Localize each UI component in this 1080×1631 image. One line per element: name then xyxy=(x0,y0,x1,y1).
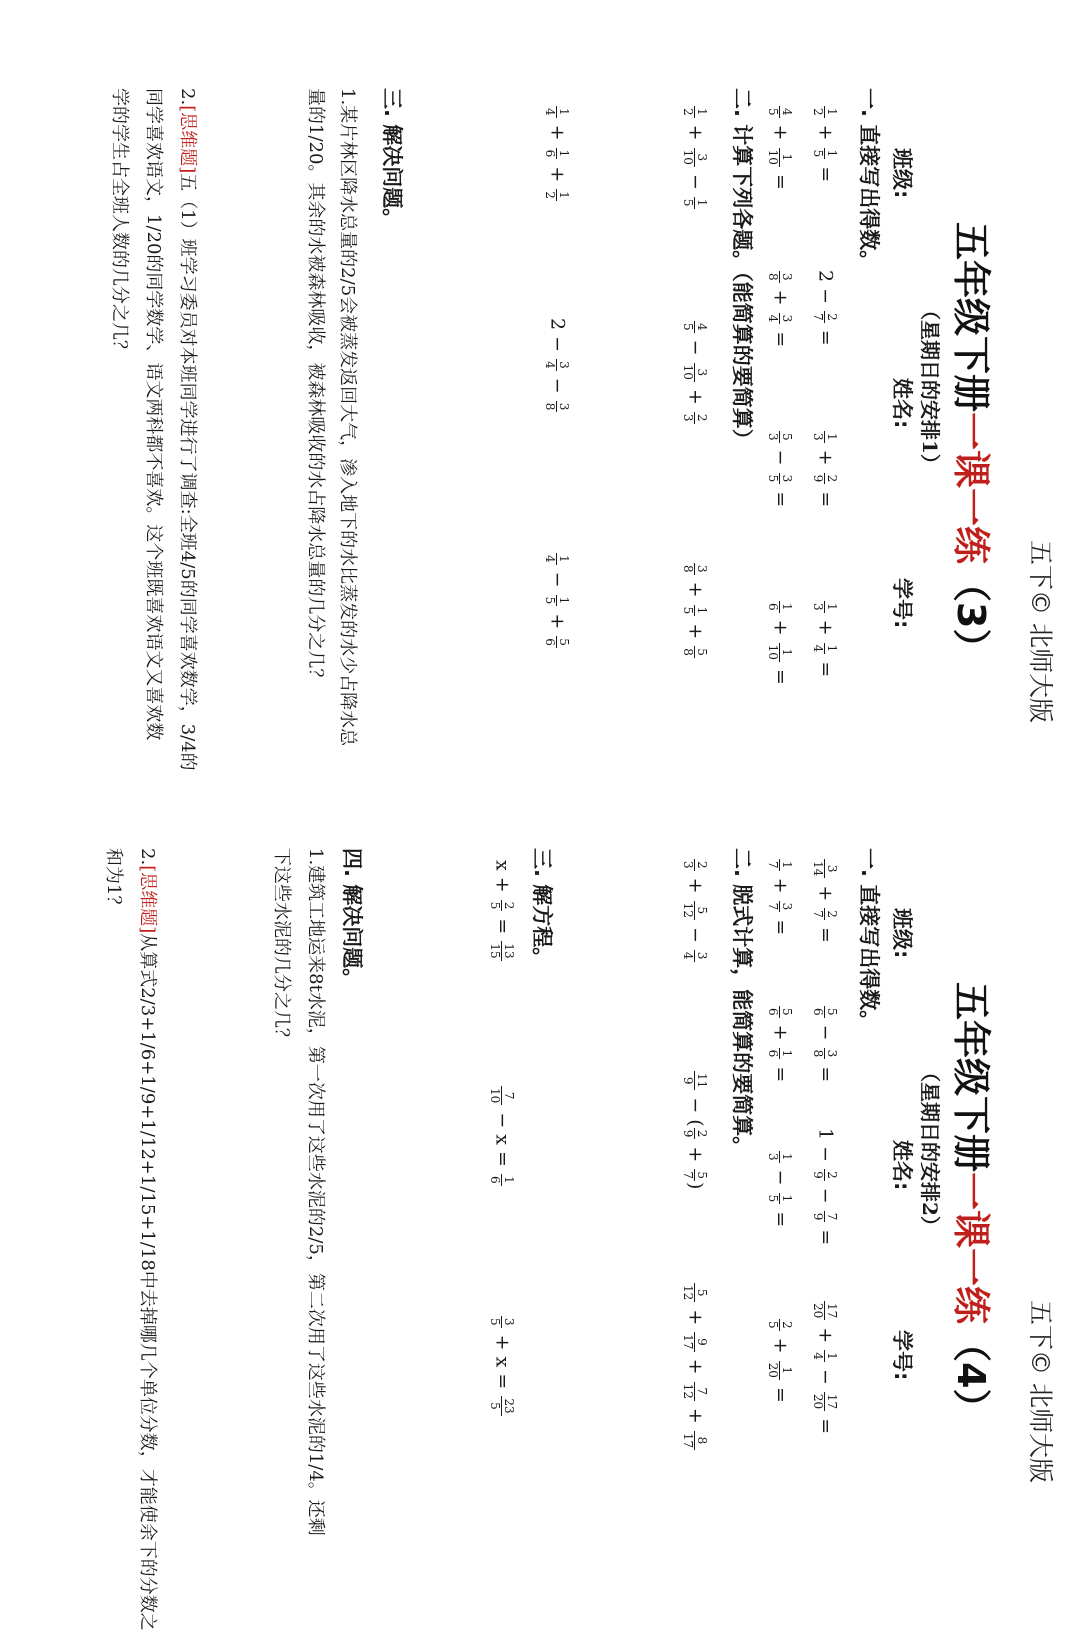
brand-label: 五下© 北师大版 xyxy=(1026,540,1055,723)
thinking-tag: [思维题] xyxy=(137,865,158,934)
s1-expr-3: 1 3 + 2 9 = xyxy=(811,433,839,508)
section-3-title: 三. 解方程。 xyxy=(530,848,554,969)
s1-expr-1: 3 14 + 2 7 = xyxy=(811,861,839,943)
problem-2-text: 从算式2/3+1/6+1/9+1/12+1/15+1/18中去掉哪几个单位分数，才能使余下的分数之 xyxy=(137,933,158,1631)
worksheet-title xyxy=(947,222,1002,666)
s1-expr-6: 5 6 + 1 6 = xyxy=(766,1008,794,1083)
s2-expr-2: 4 5 − 3 10 + 2 3 xyxy=(681,323,709,422)
brand-label: 五下© 北师大版 xyxy=(1026,1300,1055,1483)
class-label: 班级: xyxy=(890,908,914,959)
s1-expr-8: 2 5 + 1 20 = xyxy=(766,1321,794,1403)
section-4-title: 四. 解决问题。 xyxy=(340,848,364,990)
s3-equation-2: 7 10 − x = 1 6 xyxy=(488,1088,516,1184)
problem-2-number: 2. xyxy=(137,848,158,866)
title-suffix: （3） xyxy=(949,564,993,667)
problem-2-line-1 xyxy=(172,88,202,771)
problem-2-line-2: 和为1？ xyxy=(103,848,124,914)
s2-expr-3: 3 8 + 1 5 + 5 8 xyxy=(681,565,709,656)
student-id-label: 学号: xyxy=(890,578,914,629)
s1-expr-1: 1 2 + 1 5 = xyxy=(811,108,839,183)
problem-2-text: 五（1）班学习委员对本班同学进行了调查:全班4/5的同学喜欢数学，3/4的 xyxy=(177,173,198,771)
problem-2-number: 2. xyxy=(177,88,198,106)
problem-2-line-1 xyxy=(132,848,162,1631)
s1-expr-7: 1 3 − 1 5 = xyxy=(766,1153,794,1228)
problem-2-line-2: 同学喜欢语文，1/20的同学数学、语文两科都不喜欢。这个班既喜欢语文又喜欢数 xyxy=(143,88,164,741)
s2-expr-1: 1 2 + 3 10 − 1 5 xyxy=(681,108,709,207)
s1-expr-4: 17 20 + 1 4 − 17 20 = xyxy=(811,1303,839,1435)
title-highlight: 一课一练 xyxy=(949,1172,993,1325)
s1-expr-8: 1 6 + 1 10 = xyxy=(766,603,794,685)
s2-expr-4: 1 4 + 1 6 + 1 2 xyxy=(543,108,571,199)
s1-expr-3: 1 − 2 9 − 7 9 = xyxy=(811,1128,839,1246)
section-1-title: 一. 直接写出得数。 xyxy=(857,848,881,1032)
title-prefix: 五年级下册 xyxy=(949,982,993,1173)
s1-expr-6: 3 8 + 3 4 = xyxy=(766,273,794,348)
problem-1-line-2: 量的1/20。其余的水被森林吸收，被森林吸收的水占降水总量的几分之几？ xyxy=(305,88,326,687)
name-label: 姓名: xyxy=(890,378,914,429)
section-2-title: 二. 脱式计算，能简算的要简算。 xyxy=(730,848,754,1158)
s1-expr-5: 4 5 + 1 10 = xyxy=(766,108,794,190)
name-label: 姓名: xyxy=(890,1140,914,1191)
s3-equation-1: x + 2 5 = 13 15 xyxy=(488,860,516,959)
s1-expr-7: 5 3 − 3 5 = xyxy=(766,433,794,508)
s1-expr-4: 1 3 + 1 4 = xyxy=(811,603,839,678)
s1-expr-5: 1 7 + 3 7 = xyxy=(766,861,794,936)
s1-expr-2: 2 − 2 7 = xyxy=(811,270,839,346)
problem-2-line-3: 学的学生占全班人数的几分之几？ xyxy=(109,88,130,358)
class-label: 班级: xyxy=(890,148,914,199)
s2-expr-6: 1 4 − 1 5 + 5 6 xyxy=(543,555,571,646)
s2-expr-2: 11 9 − ( 2 9 + 5 7 ) xyxy=(681,1073,709,1190)
worksheet-subtitle: （星期日的安排2） xyxy=(918,1062,942,1236)
s2-expr-3: 5 12 + 9 17 + 7 12 + 8 17 xyxy=(681,1285,709,1449)
title-suffix: （4） xyxy=(949,1324,993,1427)
problem-1-line-2: 下这些水泥的几分之几？ xyxy=(271,848,292,1046)
s1-expr-2: 5 6 − 3 8 = xyxy=(811,1008,839,1083)
student-id-label: 学号: xyxy=(890,1330,914,1381)
title-prefix: 五年级下册 xyxy=(949,222,993,413)
problem-1-line-1: 1.建筑工地运来8t水泥，第一次用了这些水泥的2/5，第二次用了这些水泥的1/4。还剩 xyxy=(305,848,326,1536)
title-highlight: 一课一练 xyxy=(949,412,993,565)
s3-equation-3: 3 5 + x = 23 5 xyxy=(488,1318,516,1414)
section-1-title: 一. 直接写出得数。 xyxy=(857,88,881,272)
worksheet-title xyxy=(947,982,1002,1426)
section-2-title: 二. 计算下列各题。（能简算的要简算） xyxy=(730,88,754,450)
section-3-title: 三. 解决问题。 xyxy=(380,88,404,230)
s2-expr-5: 2 − 3 4 − 3 8 xyxy=(543,318,571,411)
worksheet-subtitle: （星期日的安排1） xyxy=(918,300,942,474)
s2-expr-1: 2 3 + 5 12 − 3 4 xyxy=(681,861,709,960)
problem-1-line-1: 1.某片林区降水总量的2/5会被蒸发返回大气，渗入地下的水比蒸发的水少占降水总 xyxy=(337,88,358,747)
thinking-tag: [思维题] xyxy=(177,105,198,174)
